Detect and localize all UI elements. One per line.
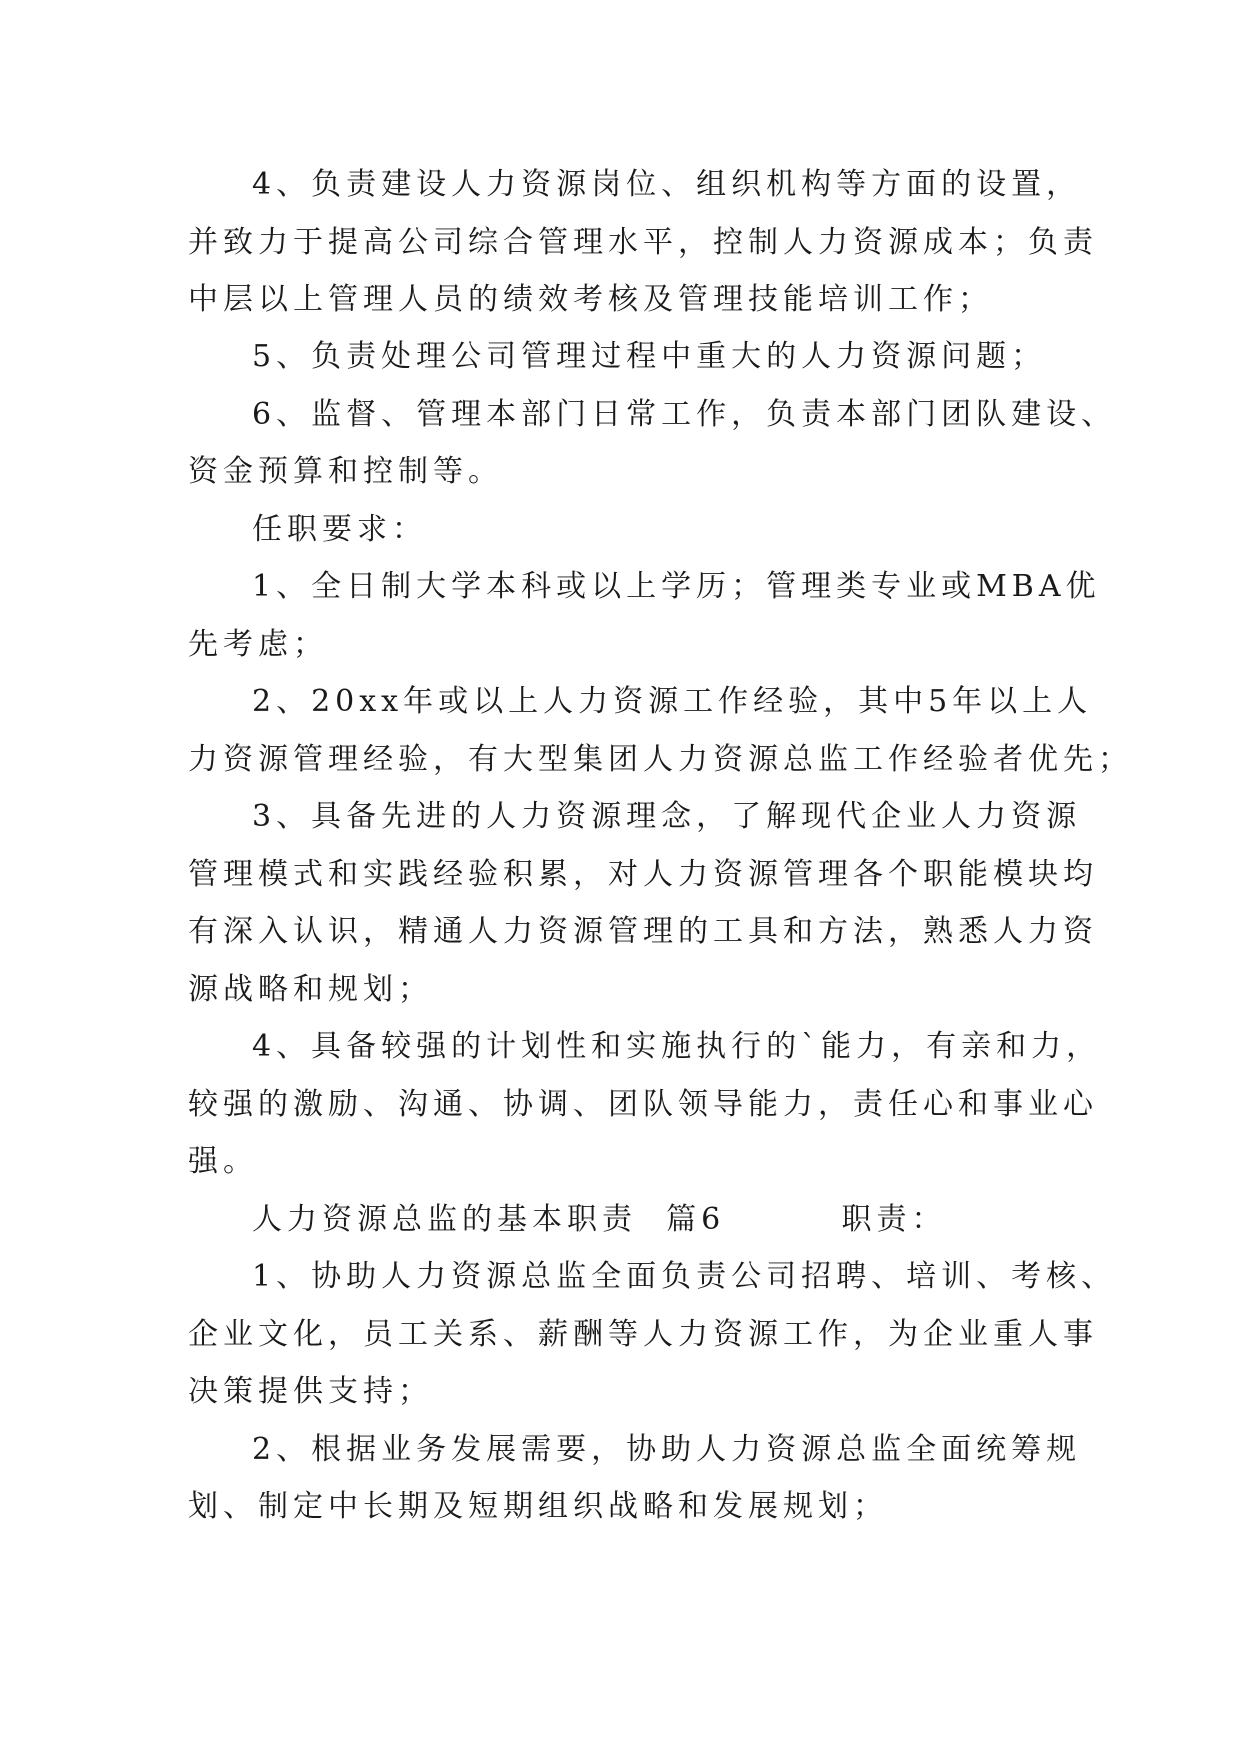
paragraph-line: 1、全日制大学本科或以上学历；管理类专业或MBA优 <box>252 569 1101 604</box>
paragraph-line: 1、协助人力资源总监全面负责公司招聘、培训、考核、 <box>252 1259 1117 1294</box>
paragraph-line: 4、负责建设人力资源岗位、组织机构等方面的设置， <box>252 167 1082 202</box>
paragraph-line: 决策提供支持； <box>188 1374 433 1409</box>
paragraph-line: 有深入认识，精通人力资源管理的工具和方法，熟悉人力资 <box>188 914 1098 949</box>
paragraph-line: 并致力于提高公司综合管理水平，控制人力资源成本；负责 <box>188 225 1098 260</box>
paragraph-line: 源战略和规划； <box>188 972 433 1007</box>
paragraph-line: 中层以上管理人员的绩效考核及管理技能培训工作； <box>188 282 993 317</box>
paragraph-line: 管理模式和实践经验积累，对人力资源管理各个职能模块均 <box>188 857 1098 892</box>
paragraph-line: 力资源管理经验，有大型集团人力资源总监工作经验者优先； <box>188 742 1133 777</box>
paragraph-line: 强。 <box>188 1144 258 1179</box>
paragraph-line: 2、根据业务发展需要，协助人力资源总监全面统筹规 <box>252 1432 1082 1467</box>
paragraph-line: 划、制定中长期及短期组织战略和发展规划； <box>188 1489 888 1524</box>
section-heading: 任职要求： <box>252 512 427 547</box>
paragraph-line: 5、负责处理公司管理过程中重大的人力资源问题； <box>252 339 1047 374</box>
paragraph-line: 先考虑； <box>188 627 328 662</box>
section-heading: 人力资源总监的基本职责 篇6 职责： <box>252 1202 947 1237</box>
paragraph-line: 较强的激励、沟通、协调、团队领导能力，责任心和事业心 <box>188 1087 1098 1122</box>
paragraph-line: 3、具备先进的人力资源理念，了解现代企业人力资源 <box>252 799 1082 834</box>
paragraph-line: 4、具备较强的计划性和实施执行的`能力，有亲和力， <box>252 1029 1102 1064</box>
paragraph-line: 2、20xx年或以上人力资源工作经验，其中5年以上人 <box>252 684 1093 719</box>
paragraph-line: 资金预算和控制等。 <box>188 454 503 489</box>
paragraph-line: 企业文化，员工关系、薪酬等人力资源工作，为企业重人事 <box>188 1317 1098 1352</box>
paragraph-line: 6、监督、管理本部门日常工作，负责本部门团队建设、 <box>252 397 1117 432</box>
